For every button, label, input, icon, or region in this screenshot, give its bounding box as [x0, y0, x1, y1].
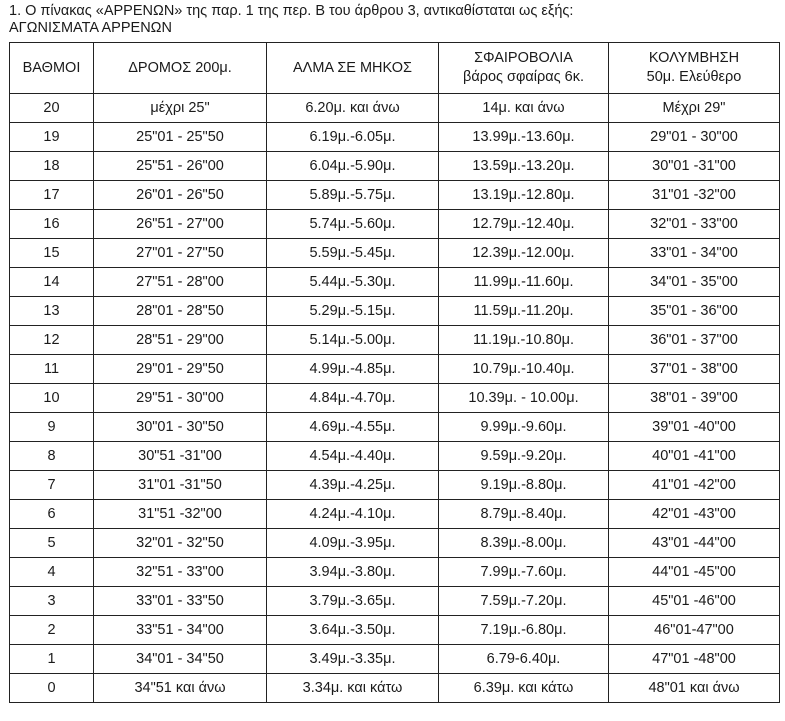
points-cell: 6	[10, 500, 94, 529]
swimming-cell: 41"01 -42"00	[609, 471, 780, 500]
shot-put-cell: 11.99μ.-11.60μ.	[439, 268, 609, 297]
table-row	[10, 413, 780, 442]
long-jump-cell: 3.34μ. και κάτω	[267, 674, 439, 703]
long-jump-cell: 5.29μ.-5.15μ.	[267, 297, 439, 326]
swimming-cell: 45"01 -46"00	[609, 587, 780, 616]
table-row	[10, 384, 780, 413]
run-200m-cell: 33"51 - 34"00	[94, 616, 267, 645]
header-swimming	[609, 43, 780, 94]
table-row	[10, 94, 780, 123]
swimming-cell: 30"01 -31"00	[609, 152, 780, 181]
points-cell: 17	[10, 181, 94, 210]
run-200m-cell: 25"01 - 25"50	[94, 123, 267, 152]
shot-put-cell: 9.99μ.-9.60μ.	[439, 413, 609, 442]
swimming-cell: 35"01 - 36"00	[609, 297, 780, 326]
run-200m-cell: 33"01 - 33"50	[94, 587, 267, 616]
points-cell: 20	[10, 94, 94, 123]
swimming-cell: 47"01 -48"00	[609, 645, 780, 674]
long-jump-cell: 5.44μ.-5.30μ.	[267, 268, 439, 297]
table-row	[10, 587, 780, 616]
swimming-cell: 37"01 - 38"00	[609, 355, 780, 384]
scoring-table-body	[10, 94, 780, 703]
run-200m-cell: μέχρι 25"	[94, 94, 267, 123]
points-cell: 0	[10, 674, 94, 703]
shot-put-cell: 10.79μ.-10.40μ.	[439, 355, 609, 384]
points-cell: 12	[10, 326, 94, 355]
points-cell: 2	[10, 616, 94, 645]
points-cell: 19	[10, 123, 94, 152]
long-jump-cell: 3.49μ.-3.35μ.	[267, 645, 439, 674]
swimming-cell: 33"01 - 34"00	[609, 239, 780, 268]
header-200m-run	[94, 43, 267, 94]
table-row	[10, 471, 780, 500]
shot-put-cell: 14μ. και άνω	[439, 94, 609, 123]
points-cell: 7	[10, 471, 94, 500]
shot-put-cell: 13.19μ.-12.80μ.	[439, 181, 609, 210]
header-label: ΣΦΑΙΡΟΒΟΛΙΑ	[474, 50, 573, 66]
header-label: ΔΡΟΜΟΣ 200μ.	[128, 59, 232, 76]
swimming-cell: 46"01-47"00	[609, 616, 780, 645]
shot-put-cell: 9.59μ.-9.20μ.	[439, 442, 609, 471]
scoring-table	[9, 42, 780, 703]
long-jump-cell: 6.20μ. και άνω	[267, 94, 439, 123]
shot-put-cell: 7.19μ.-6.80μ.	[439, 616, 609, 645]
header-sublabel: βάρος σφαίρας 6κ.	[463, 69, 584, 85]
table-row	[10, 558, 780, 587]
points-cell: 5	[10, 529, 94, 558]
long-jump-cell: 5.14μ.-5.00μ.	[267, 326, 439, 355]
swimming-cell: Μέχρι 29"	[609, 94, 780, 123]
swimming-cell: 29"01 - 30"00	[609, 123, 780, 152]
intro-line-1: 1. Ο πίνακας «ΑΡΡΕΝΩΝ» της παρ. 1 της περ. Β του άρθρου 3, αντικαθίσταται ως εξής:	[9, 3, 574, 19]
long-jump-cell: 5.59μ.-5.45μ.	[267, 239, 439, 268]
shot-put-cell: 6.39μ. και κάτω	[439, 674, 609, 703]
shot-put-cell: 6.79-6.40μ.	[439, 645, 609, 674]
header-label: ΒΑΘΜΟΙ	[22, 59, 81, 76]
points-cell: 9	[10, 413, 94, 442]
run-200m-cell: 29"01 - 29"50	[94, 355, 267, 384]
long-jump-cell: 6.04μ.-5.90μ.	[267, 152, 439, 181]
run-200m-cell: 31"01 -31"50	[94, 471, 267, 500]
points-cell: 13	[10, 297, 94, 326]
points-cell: 8	[10, 442, 94, 471]
points-cell: 4	[10, 558, 94, 587]
swimming-cell: 32"01 - 33"00	[609, 210, 780, 239]
header-label: ΚΟΛΥΜΒΗΣΗ	[648, 50, 740, 66]
long-jump-cell: 3.79μ.-3.65μ.	[267, 587, 439, 616]
header-shot-put	[439, 43, 609, 94]
shot-put-cell: 7.59μ.-7.20μ.	[439, 587, 609, 616]
run-200m-cell: 34"51 και άνω	[94, 674, 267, 703]
points-cell: 3	[10, 587, 94, 616]
table-row	[10, 239, 780, 268]
table-row	[10, 529, 780, 558]
long-jump-cell: 4.39μ.-4.25μ.	[267, 471, 439, 500]
header-row	[10, 43, 780, 94]
long-jump-cell: 4.09μ.-3.95μ.	[267, 529, 439, 558]
swimming-cell: 44"01 -45"00	[609, 558, 780, 587]
swimming-cell: 48"01 και άνω	[609, 674, 780, 703]
run-200m-cell: 29"51 - 30"00	[94, 384, 267, 413]
header-long-jump	[267, 43, 439, 94]
document-subtitle: ΑΓΩΝΙΣΜΑΤΑ ΑΡΡΕΝΩΝ	[9, 20, 172, 36]
shot-put-cell: 7.99μ.-7.60μ.	[439, 558, 609, 587]
table-row	[10, 355, 780, 384]
swimming-cell: 34"01 - 35"00	[609, 268, 780, 297]
table-row	[10, 268, 780, 297]
points-cell: 14	[10, 268, 94, 297]
long-jump-cell: 4.54μ.-4.40μ.	[267, 442, 439, 471]
long-jump-cell: 4.84μ.-4.70μ.	[267, 384, 439, 413]
shot-put-cell: 8.39μ.-8.00μ.	[439, 529, 609, 558]
table-row	[10, 210, 780, 239]
long-jump-cell: 6.19μ.-6.05μ.	[267, 123, 439, 152]
shot-put-cell: 12.39μ.-12.00μ.	[439, 239, 609, 268]
shot-put-cell: 10.39μ. - 10.00μ.	[439, 384, 609, 413]
points-cell: 15	[10, 239, 94, 268]
long-jump-cell: 5.74μ.-5.60μ.	[267, 210, 439, 239]
points-cell: 16	[10, 210, 94, 239]
shot-put-cell: 8.79μ.-8.40μ.	[439, 500, 609, 529]
points-cell: 11	[10, 355, 94, 384]
long-jump-cell: 3.64μ.-3.50μ.	[267, 616, 439, 645]
header-points	[10, 43, 94, 94]
table-row	[10, 326, 780, 355]
run-200m-cell: 30"01 - 30"50	[94, 413, 267, 442]
header-sublabel: 50μ. Ελεύθερο	[646, 69, 742, 85]
long-jump-cell: 4.69μ.-4.55μ.	[267, 413, 439, 442]
run-200m-cell: 30"51 -31"00	[94, 442, 267, 471]
long-jump-cell: 5.89μ.-5.75μ.	[267, 181, 439, 210]
shot-put-cell: 9.19μ.-8.80μ.	[439, 471, 609, 500]
long-jump-cell: 4.99μ.-4.85μ.	[267, 355, 439, 384]
long-jump-cell: 3.94μ.-3.80μ.	[267, 558, 439, 587]
swimming-cell: 31"01 -32"00	[609, 181, 780, 210]
shot-put-cell: 11.59μ.-11.20μ.	[439, 297, 609, 326]
intro-text	[9, 3, 573, 37]
table-row	[10, 442, 780, 471]
run-200m-cell: 28"01 - 28"50	[94, 297, 267, 326]
run-200m-cell: 26"51 - 27"00	[94, 210, 267, 239]
run-200m-cell: 34"01 - 34"50	[94, 645, 267, 674]
run-200m-cell: 27"01 - 27"50	[94, 239, 267, 268]
run-200m-cell: 27"51 - 28"00	[94, 268, 267, 297]
swimming-cell: 40"01 -41"00	[609, 442, 780, 471]
points-cell: 10	[10, 384, 94, 413]
points-cell: 18	[10, 152, 94, 181]
table-row	[10, 616, 780, 645]
run-200m-cell: 28"51 - 29"00	[94, 326, 267, 355]
table-row	[10, 181, 780, 210]
table-row	[10, 297, 780, 326]
shot-put-cell: 13.99μ.-13.60μ.	[439, 123, 609, 152]
scoring-table-header	[10, 43, 780, 94]
table-row	[10, 645, 780, 674]
table-row	[10, 123, 780, 152]
points-cell: 1	[10, 645, 94, 674]
run-200m-cell: 31"51 -32"00	[94, 500, 267, 529]
table-row	[10, 500, 780, 529]
swimming-cell: 38"01 - 39"00	[609, 384, 780, 413]
swimming-cell: 43"01 -44"00	[609, 529, 780, 558]
table-row	[10, 674, 780, 703]
shot-put-cell: 11.19μ.-10.80μ.	[439, 326, 609, 355]
run-200m-cell: 32"01 - 32"50	[94, 529, 267, 558]
long-jump-cell: 4.24μ.-4.10μ.	[267, 500, 439, 529]
header-label: ΑΛΜΑ ΣΕ ΜΗΚΟΣ	[292, 59, 413, 76]
run-200m-cell: 32"51 - 33"00	[94, 558, 267, 587]
shot-put-cell: 13.59μ.-13.20μ.	[439, 152, 609, 181]
shot-put-cell: 12.79μ.-12.40μ.	[439, 210, 609, 239]
run-200m-cell: 25"51 - 26"00	[94, 152, 267, 181]
swimming-cell: 36"01 - 37"00	[609, 326, 780, 355]
swimming-cell: 42"01 -43"00	[609, 500, 780, 529]
table-row	[10, 152, 780, 181]
run-200m-cell: 26"01 - 26"50	[94, 181, 267, 210]
swimming-cell: 39"01 -40"00	[609, 413, 780, 442]
